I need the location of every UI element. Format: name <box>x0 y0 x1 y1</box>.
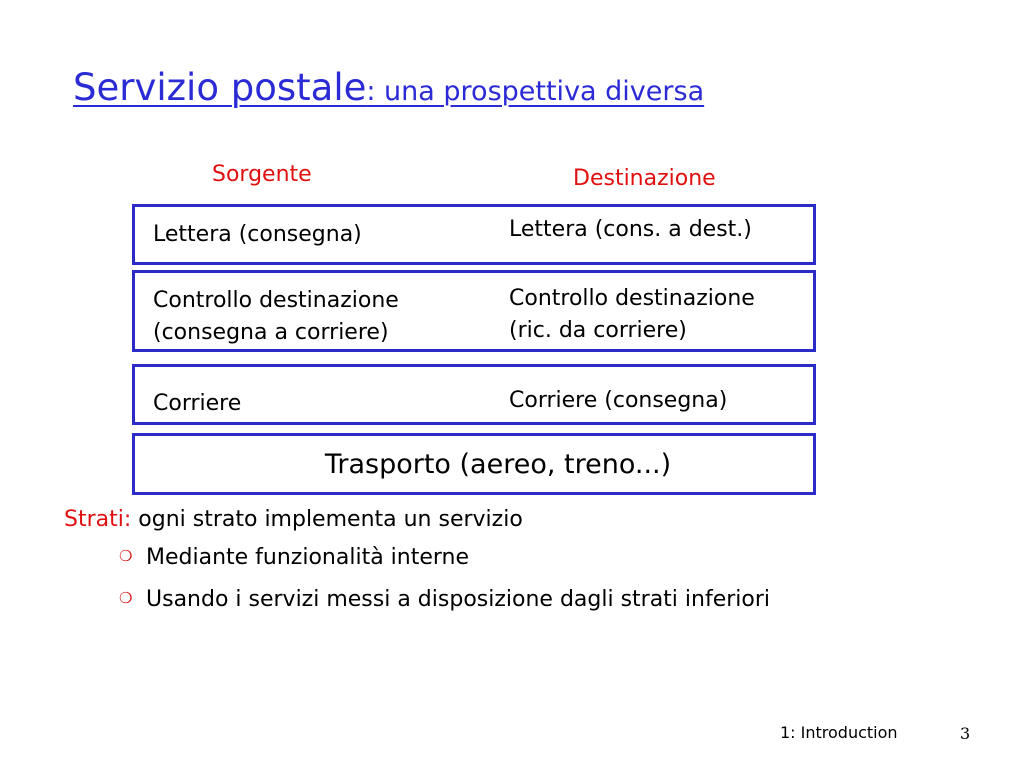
layer-control-source <box>153 285 399 349</box>
layer-box-transport <box>132 433 816 495</box>
layer-box-destination-control <box>132 270 816 352</box>
layer-box-letter <box>132 204 816 265</box>
cell-line: Controllo destinazione <box>509 286 755 311</box>
strati-text: ogni strato implementa un servizio <box>131 507 523 532</box>
cell-line: Lettera (consegna) <box>153 222 362 247</box>
cell-line: Corriere <box>153 391 242 416</box>
layer-courier-source <box>153 388 241 420</box>
strati-statement <box>64 507 523 532</box>
layer-letter-source <box>153 219 362 251</box>
transport-label: Trasporto (aereo, treno...) <box>324 449 672 480</box>
layer-courier-destination <box>509 385 727 417</box>
layer-box-courier <box>132 364 816 425</box>
cell-line: Corriere (consegna) <box>509 388 728 413</box>
circle-bullet-icon: ❍ <box>119 589 133 607</box>
slide-title <box>73 66 704 109</box>
cell-line: (consegna a corriere) <box>153 320 389 345</box>
page-number: 3 <box>960 724 971 743</box>
column-heading-source: Sorgente <box>212 162 312 187</box>
circle-bullet-icon: ❍ <box>119 547 133 565</box>
cell-line: Controllo destinazione <box>153 288 399 313</box>
list-item-text: Mediante funzionalità interne <box>146 545 470 570</box>
strati-label: Strati: <box>64 507 132 532</box>
list-item <box>119 545 469 570</box>
list-item <box>119 587 770 612</box>
cell-line: (ric. da corriere) <box>509 318 687 343</box>
list-item-text: Usando i servizi messi a disposizione dagli strati inferiori <box>146 587 771 612</box>
footer-chapter: 1: Introduction <box>780 723 898 742</box>
slide-title-subtitle: : una prospettiva diversa <box>366 76 705 107</box>
layer-letter-destination <box>509 214 752 246</box>
cell-line: Lettera (cons. a dest.) <box>509 217 752 242</box>
slide-title-main: Servizio postale <box>73 66 367 109</box>
column-heading-destination: Destinazione <box>573 166 716 191</box>
layer-control-destination <box>509 283 755 347</box>
